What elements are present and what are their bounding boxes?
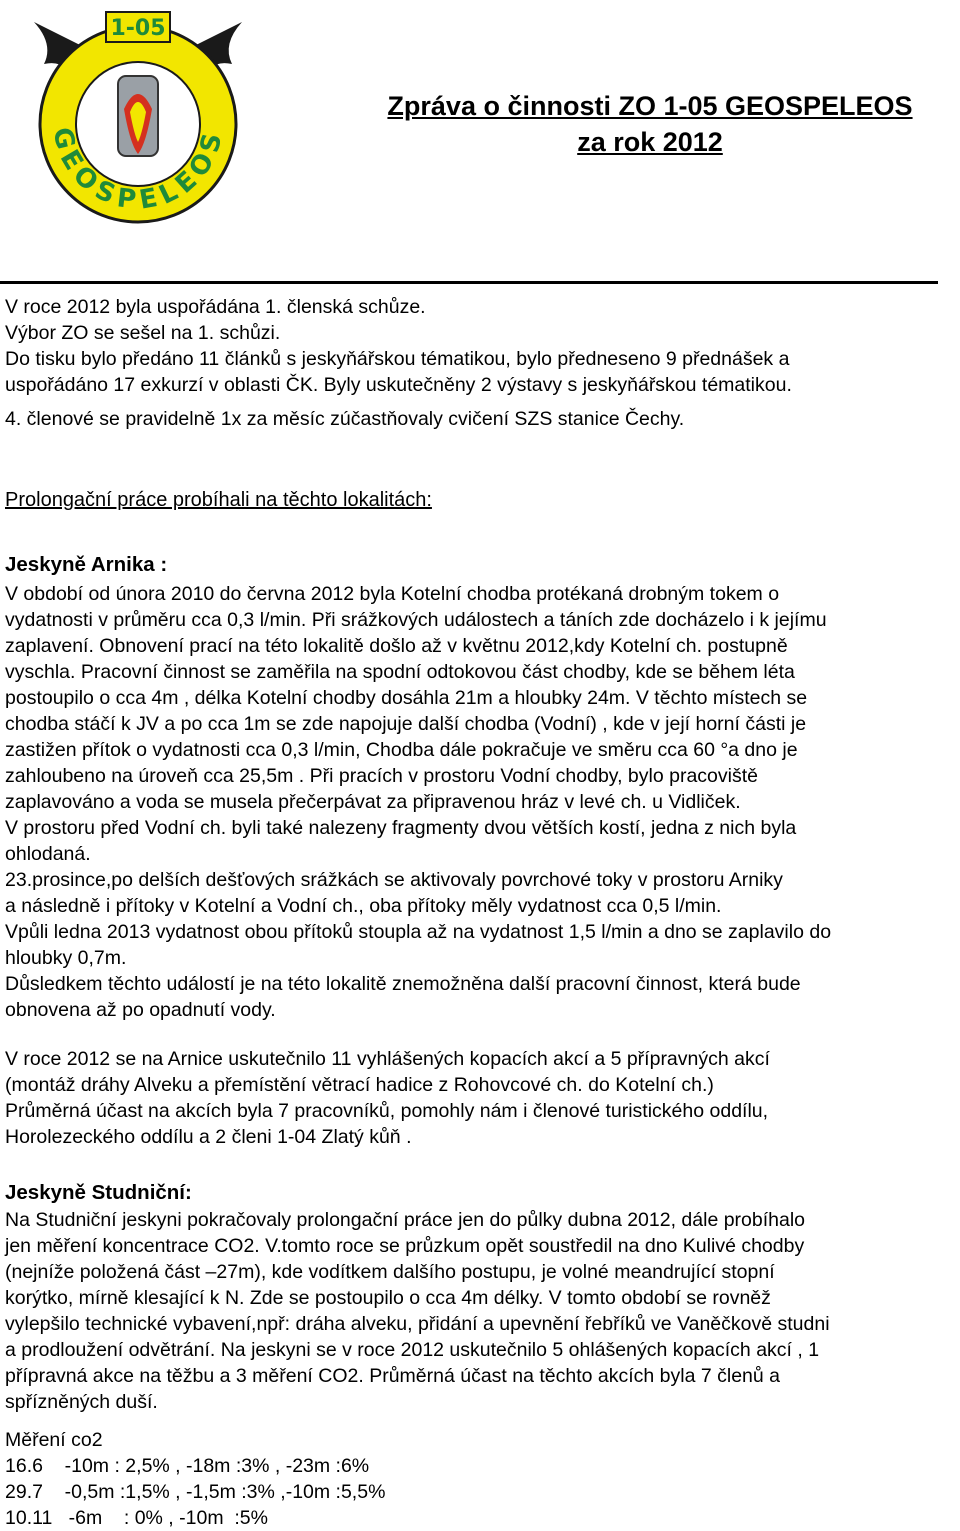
geospeleos-logo bbox=[14, 4, 262, 232]
arnika-line: a následně i přítoky v Kotelní a Vodní ch., oba přítoky měly vydatnost cca 0,5 l/min. bbox=[5, 895, 722, 917]
logo-ring-text: GEOSPELEOS bbox=[46, 124, 230, 216]
arnika-paragraph bbox=[5, 581, 960, 1023]
intro-paragraph bbox=[5, 294, 960, 432]
arnika-summary-line: (montáž dráhy Alveku a přemístění větrací hadice z Rohovcové ch. do Kotelní ch.) bbox=[5, 1074, 714, 1096]
studnicni-line: jen měření koncentrace CO2. V.tomto roce se průzkum opět soustředil na dno Kulivé chodby bbox=[5, 1235, 805, 1257]
arnika-summary bbox=[5, 1046, 960, 1150]
arnika-line: postoupilo o cca 4m , délka Kotelní chodby dosáhla 21m a hloubky 24m. V těchto místech se bbox=[5, 687, 808, 709]
studnicni-paragraph bbox=[5, 1207, 960, 1415]
localities-heading: Prolongační práce probíhali na těchto lokalitách: bbox=[5, 489, 432, 511]
co2-measurements bbox=[5, 1427, 960, 1531]
arnika-line: ohlodaná. bbox=[5, 843, 91, 865]
arnika-line: V období od února 2010 do června 2012 byla Kotelní chodba protékaná drobným tokem o bbox=[5, 583, 780, 605]
studnicni-line: (nejníže položená část –27m), kde vodítkem dalšího postupu, je volné meandrující stopní bbox=[5, 1261, 775, 1283]
studnicni-line: spřízněných duší. bbox=[5, 1391, 158, 1413]
header-divider bbox=[0, 281, 938, 284]
arnika-line: V prostoru před Vodní ch. byli také nalezeny fragmenty dvou větších kostí, jedna z nich byla bbox=[5, 817, 797, 839]
intro-line: Do tisku bylo předáno 11 článků s jeskyňářskou tématikou, bylo předneseno 9 přednášek a bbox=[5, 348, 790, 370]
studnicni-line: přípravná akce na těžbu a 3 měření CO2. Průměrná účast na těchto akcích byla 7 členů a bbox=[5, 1365, 781, 1387]
arnika-line: chodba stáčí k JV a po cca 1m se zde napojuje další chodba (Vodní) , kde v její horní části je bbox=[5, 713, 807, 735]
logo-number: 1-05 bbox=[110, 16, 166, 41]
intro-line: uspořádáno 17 exkurzí v oblasti ČK. Byly uskutečněny 2 výstavy s jeskyňářskou tématikou. bbox=[5, 374, 792, 396]
arnika-line: zastižen přítok o vydatnosti cca 0,3 l/min, Chodba dále pokračuje ve směru cca 60 °a dno je bbox=[5, 739, 798, 761]
document-title-line1: Zpráva o činnosti ZO 1-05 GEOSPELEOS bbox=[387, 91, 913, 121]
arnika-line: 23.prosince,po delších dešťových srážkách se aktivovaly povrchové toky v prostoru Arniky bbox=[5, 869, 783, 891]
arnika-line: zaplavení. Obnovení prací na této lokalitě došlo až v květnu 2012,kdy Kotelní ch. postupně bbox=[5, 635, 788, 657]
co2-row: 16.6 -10m : 2,5% , -18m :3% , -23m :6% bbox=[5, 1455, 370, 1477]
arnika-line: Vpůli ledna 2013 vydatnost obou přítoků stoupla až na vydatnost 1,5 l/min a dno se zaplavilo do bbox=[5, 921, 832, 943]
studnicni-line: vylepšilo technické vybavení,npř: dráha alveku, přidání a upevnění řebříků ve Vaněčkově studni bbox=[5, 1313, 830, 1335]
studnicni-line: Na Studniční jeskyni pokračovaly prolongační práce jen do půlky dubna 2012, dále probíhalo bbox=[5, 1209, 806, 1231]
studnicni-heading: Jeskyně Studniční: bbox=[5, 1181, 192, 1204]
arnika-summary-line: Horolezeckého oddílu a 2 členi 1-04 Zlatý kůň . bbox=[5, 1126, 412, 1148]
arnika-summary-line: V roce 2012 se na Arnice uskutečnilo 11 vyhlášených kopacích akcí a 5 přípravných akcí bbox=[5, 1048, 770, 1070]
arnika-line: vyschla. Pracovní činnost se zaměřila na spodní odtokovou část chodby, kde se během léta bbox=[5, 661, 795, 683]
arnika-line: obnovena až po opadnutí vody. bbox=[5, 999, 276, 1021]
studnicni-line: korýtko, mírně klesající k N. Zde se postoupilo o cca 4m délky. V tomto období se rovněž bbox=[5, 1287, 771, 1309]
arnika-line: hloubky 0,7m. bbox=[5, 947, 127, 969]
co2-title: Měření co2 bbox=[5, 1429, 103, 1451]
arnika-summary-line: Průměrná účast na akcích byla 7 pracovníků, pomohly nám i členové turistického oddílu, bbox=[5, 1100, 769, 1122]
arnika-line: zaplavováno a voda se musela přečerpávat za připravenou hráz v levé ch. u Vidliček. bbox=[5, 791, 741, 813]
intro-line: Výbor ZO se sešel na 1. schůzi. bbox=[5, 322, 281, 344]
arnika-line: Důsledkem těchto událostí je na této lokalitě znemožněna další pracovní činnost, která bude bbox=[5, 973, 801, 995]
document-title-line2: za rok 2012 bbox=[577, 127, 723, 157]
arnika-line: zahloubeno na úroveň cca 25,5m . Při pracích v prostoru Vodní chodby, bylo pracoviště bbox=[5, 765, 758, 787]
intro-line: V roce 2012 byla uspořádána 1. členská schůze. bbox=[5, 296, 426, 318]
arnika-line: vydatnosti v průměru cca 0,3 l/min. Při srážkových událostech a táních zde docházelo i k jejímu bbox=[5, 609, 827, 631]
co2-row: 10.11 -6m : 0% , -10m :5% bbox=[5, 1507, 268, 1529]
arnika-heading: Jeskyně Arnika : bbox=[5, 553, 168, 576]
co2-row: 29.7 -0,5m :1,5% , -1,5m :3% ,-10m :5,5% bbox=[5, 1481, 386, 1503]
intro-line: 4. členové se pravidelně 1x za měsíc zúčastňovaly cvičení SZS stanice Čechy. bbox=[5, 408, 685, 430]
studnicni-line: a prodloužení odvětrání. Na jeskyni se v roce 2012 uskutečnilo 5 ohlášených kopacích akcí , 1 bbox=[5, 1339, 820, 1361]
